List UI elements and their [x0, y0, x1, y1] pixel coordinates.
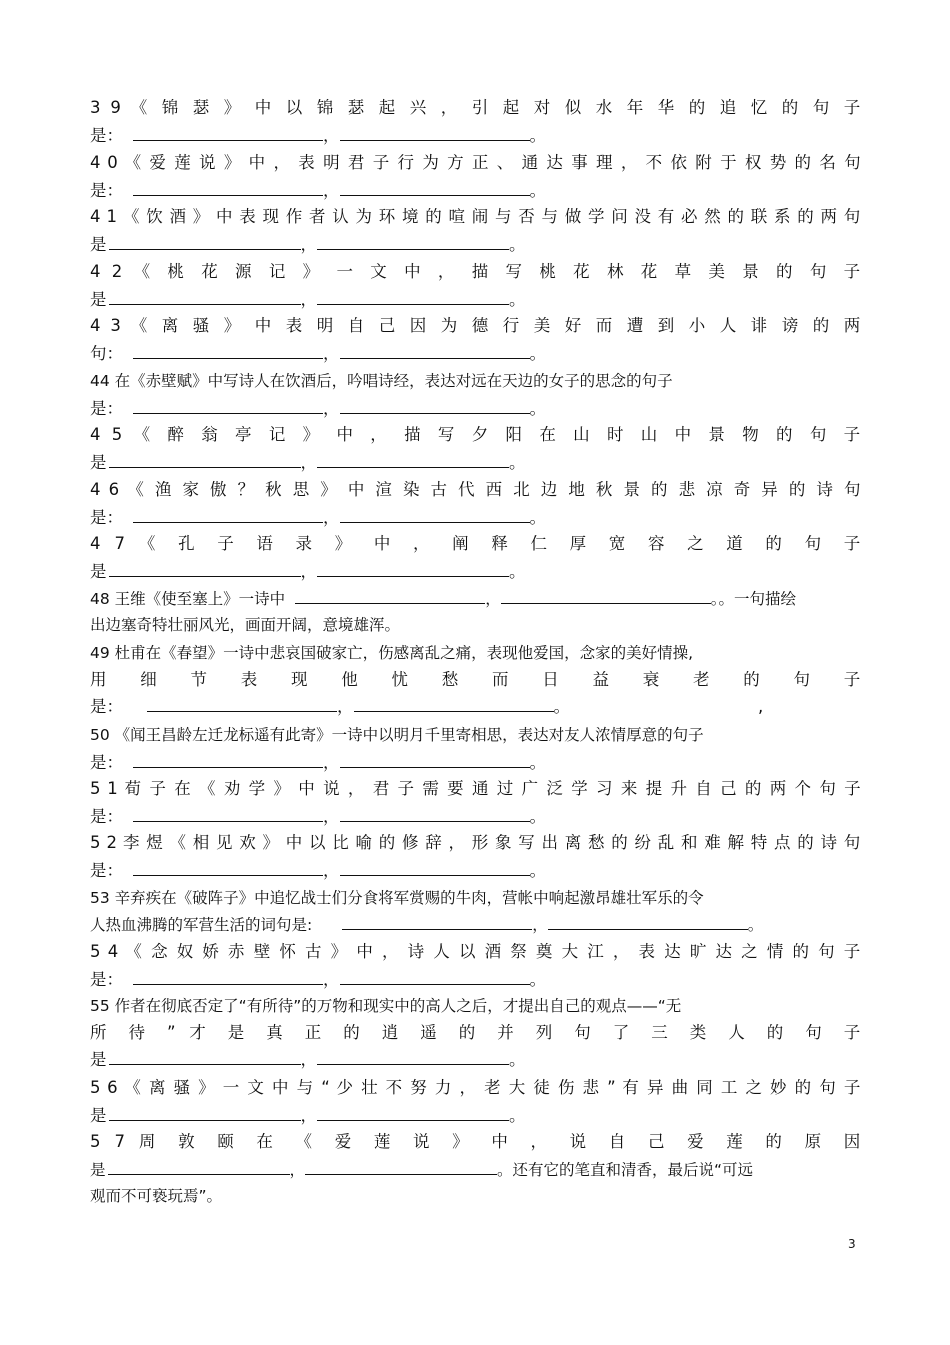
question-54-answer-line: 是： ， 。 — [90, 970, 546, 989]
answer-blank[interactable] — [340, 970, 530, 985]
question-46-prompt: 4 6 《 渔 家 傲 ？ 秋 思 》 中 渲 染 古 代 西 北 边 地 秋 景 的 悲 凉 奇 异 的 诗 句 — [90, 480, 861, 499]
question-42-prompt: 4 2 《 桃 花 源 记 》 一 文 中 ， 描 写 桃 花 林 花 草 美 景 的 句 子 — [90, 262, 861, 281]
question-41-answer-line: 是 ， 。 — [90, 235, 526, 254]
question-48-prompt: 48 王维《使至塞上》一诗中 ， 。。一句描绘 — [90, 590, 796, 608]
question-55-prompt: 55 作者在彻底否定了“有所待”的万物和现实中的高人之后，才提出自己的观点——“无 — [90, 997, 682, 1015]
question-47-answer-line: 是 ， 。 — [90, 562, 526, 581]
question-49-answer-line: 是： ， 。 , — [90, 697, 764, 716]
answer-blank[interactable] — [295, 589, 485, 604]
question-52-answer-line: 是： ， 。 — [90, 861, 546, 880]
answer-blank[interactable] — [354, 697, 554, 712]
answer-blank[interactable] — [133, 126, 323, 141]
question-53-prompt: 53 辛弃疾在《破阵子》中追忆战士们分食将军赏赐的牛肉，营帐中响起激昂雄壮军乐的令 — [90, 889, 704, 907]
answer-blank[interactable] — [317, 453, 509, 468]
question-56-prompt: 5 6 《 离 骚 》 一 文 中 与 “ 少 壮 不 努 力 ， 老 大 徒 伤 悲 ” 有 异 曲 同 工 之 妙 的 句 子 — [90, 1078, 861, 1097]
answer-blank[interactable] — [340, 126, 530, 141]
question-43-answer-line: 句： ， 。 — [90, 344, 546, 363]
question-47-prompt: 4 7 《 孔 子 语 录 》 中 ， 阐 释 仁 厚 宽 容 之 道 的 句 子 — [90, 534, 861, 553]
question-45-prompt: 4 5 《 醉 翁 亭 记 》 中 ， 描 写 夕 阳 在 山 时 山 中 景 物 的 句 子 — [90, 425, 861, 444]
answer-blank[interactable] — [340, 807, 530, 822]
question-46-answer-line: 是： ， 。 — [90, 508, 546, 527]
answer-blank[interactable] — [317, 235, 509, 250]
question-54-prompt: 5 4 《 念 奴 娇 赤 壁 怀 古 》 中 ， 诗 人 以 酒 祭 奠 大 江 ， 表 达 旷 达 之 情 的 句 子 — [90, 942, 861, 961]
answer-blank[interactable] — [317, 1106, 509, 1121]
answer-blank[interactable] — [133, 508, 323, 523]
question-39-prompt: 3 9 《 锦 瑟 》 中 以 锦 瑟 起 兴 ， 引 起 对 似 水 年 华 的 追 忆 的 句 子 — [90, 98, 861, 117]
question-55-prompt-line2: 所 待 ” 才 是 真 正 的 逍 遥 的 并 列 句 了 三 类 人 的 句 子 — [90, 1023, 861, 1042]
answer-blank[interactable] — [317, 562, 509, 577]
answer-blank[interactable] — [133, 181, 323, 196]
answer-blank[interactable] — [133, 399, 323, 414]
question-44-prompt: 44 在《赤壁赋》中写诗人在饮酒后，吟唱诗经，表达对远在天边的女子的思念的句子 — [90, 372, 673, 390]
question-53-answer-line: 人热血沸腾的军营生活的词句是: ， 。 — [90, 916, 764, 934]
question-45-answer-line: 是 ， 。 — [90, 453, 526, 472]
answer-blank[interactable] — [342, 915, 532, 930]
answer-blank[interactable] — [109, 290, 301, 305]
answer-blank[interactable] — [305, 1160, 497, 1175]
question-49-prompt-line2: 用 细 节 表 现 他 忧 愁 而 日 益 衰 老 的 句 子 — [90, 670, 861, 689]
answer-blank[interactable] — [133, 753, 323, 768]
answer-blank[interactable] — [109, 1106, 301, 1121]
question-42-answer-line: 是 ， 。 — [90, 290, 526, 309]
answer-blank[interactable] — [317, 1050, 509, 1065]
question-39-answer-line: 是： ， 。 — [90, 126, 546, 145]
page-number: 3 — [848, 1237, 856, 1251]
answer-blank[interactable] — [133, 970, 323, 985]
answer-blank[interactable] — [317, 290, 509, 305]
answer-blank[interactable] — [133, 344, 323, 359]
answer-blank[interactable] — [133, 807, 323, 822]
question-57-prompt: 5 7 周 敦 颐 在 《 爱 莲 说 》 中 ， 说 自 己 爱 莲 的 原 因 — [90, 1132, 861, 1151]
answer-blank[interactable] — [108, 1160, 290, 1175]
answer-blank[interactable] — [109, 562, 301, 577]
answer-blank[interactable] — [109, 1050, 301, 1065]
question-57-answer-line: 是 ， 。还有它的笔直和清香，最后说“可远 — [90, 1161, 754, 1179]
answer-blank[interactable] — [340, 399, 530, 414]
answer-blank[interactable] — [109, 235, 301, 250]
question-50-answer-line: 是： ， 。 — [90, 753, 546, 772]
answer-blank[interactable] — [133, 861, 323, 876]
question-51-answer-line: 是： ， 。 — [90, 807, 546, 826]
question-43-prompt: 4 3 《 离 骚 》 中 表 明 自 己 因 为 德 行 美 好 而 遭 到 小 人 诽 谤 的 两 — [90, 316, 861, 335]
answer-blank[interactable] — [147, 697, 337, 712]
question-56-answer-line: 是 ， 。 — [90, 1106, 526, 1125]
question-44-answer-line: 是： ， 。 — [90, 399, 546, 418]
question-48-continuation: 出边塞奇特壮丽风光，画面开阔，意境雄浑。 — [90, 616, 401, 634]
answer-blank[interactable] — [340, 181, 530, 196]
question-57-continuation: 观而不可亵玩焉”。 — [90, 1187, 223, 1205]
question-55-answer-line: 是 ， 。 — [90, 1050, 526, 1069]
question-51-prompt: 5 1 荀 子 在 《 劝 学 》 中 说 ， 君 子 需 要 通 过 广 泛 学 习 来 提 升 自 己 的 两 个 句 子 — [90, 779, 861, 798]
answer-blank[interactable] — [109, 453, 301, 468]
question-40-answer-line: 是： ， 。 — [90, 181, 546, 200]
question-50-prompt: 50 《闻王昌龄左迁龙标遥有此寄》一诗中以明月千里寄相思，表达对友人浓情厚意的句子 — [90, 726, 704, 744]
question-52-prompt: 5 2 李 煜 《 相 见 欢 》 中 以 比 喻 的 修 辞 ， 形 象 写 出 离 愁 的 纷 乱 和 难 解 特 点 的 诗 句 — [90, 833, 861, 852]
answer-blank[interactable] — [340, 344, 530, 359]
answer-blank[interactable] — [501, 589, 711, 604]
question-49-prompt: 49 杜甫在《春望》一诗中悲哀国破家亡，伤感离乱之痛，表现他爱国，念家的美好情操, — [90, 644, 694, 662]
answer-blank[interactable] — [548, 915, 748, 930]
answer-blank[interactable] — [340, 508, 530, 523]
answer-blank[interactable] — [340, 861, 530, 876]
question-40-prompt: 4 0 《 爱 莲 说 》 中 ， 表 明 君 子 行 为 方 正 、 通 达 事 理 ， 不 依 附 于 权 势 的 名 句 — [90, 153, 861, 172]
answer-blank[interactable] — [340, 753, 530, 768]
question-41-prompt: 4 1 《 饮 酒 》 中 表 现 作 者 认 为 环 境 的 喧 闹 与 否 与 做 学 问 没 有 必 然 的 联 系 的 两 句 — [90, 207, 861, 226]
